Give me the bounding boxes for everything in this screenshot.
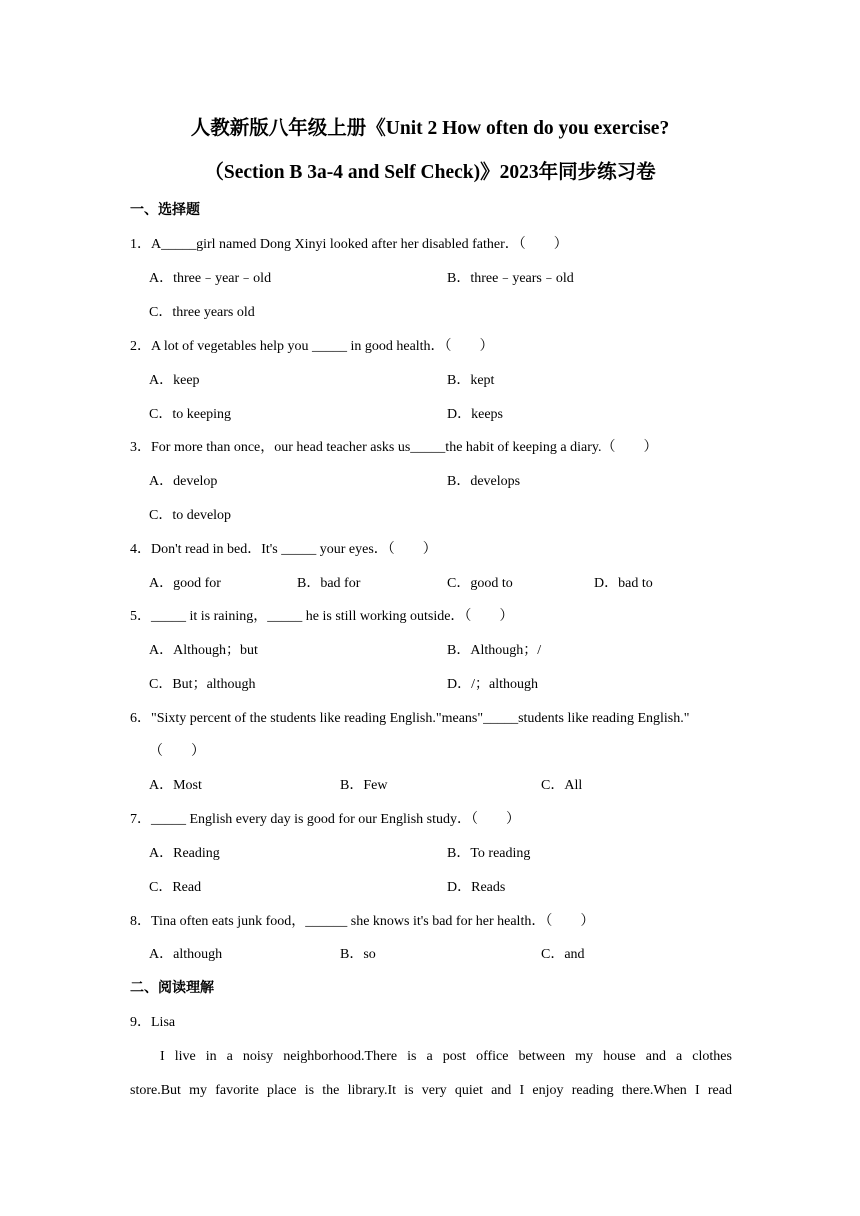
question-1-option-b: B．three﹣years﹣old bbox=[447, 271, 574, 286]
passage-word: favorite bbox=[215, 1083, 259, 1098]
passage-word: enjoy bbox=[532, 1083, 564, 1098]
passage-word: is bbox=[404, 1083, 414, 1098]
question-7-stem: 7．_____ English every day is good for our English study．（ ） bbox=[130, 812, 521, 827]
passage-word: read bbox=[707, 1083, 732, 1098]
question-3-option-b: B．develops bbox=[447, 474, 521, 489]
passage-word: a bbox=[676, 1049, 683, 1064]
question-1-option-c: C．three years old bbox=[149, 305, 255, 320]
passage-word: store.But bbox=[130, 1083, 181, 1098]
passage-word: house bbox=[603, 1049, 636, 1064]
passage-word: my bbox=[189, 1083, 208, 1098]
question-9-label: 9．Lisa bbox=[130, 1015, 176, 1030]
passage-word: noisy bbox=[242, 1049, 274, 1064]
document-title-line-2: （Section B 3a-4 and Self Check)》2023年同步练习卷 bbox=[204, 162, 656, 183]
passage-word: and bbox=[491, 1083, 512, 1098]
question-1-stem: 1．A_____girl named Dong Xinyi looked after her disabled father．（ ） bbox=[130, 237, 568, 252]
passage-word: between bbox=[518, 1049, 566, 1064]
question-6-option-b: B．Few bbox=[340, 778, 388, 793]
question-2-option-c: C．to keeping bbox=[149, 407, 232, 422]
passage-word: is bbox=[407, 1049, 417, 1064]
reading-passage-line-2 bbox=[130, 1082, 732, 1100]
passage-word: my bbox=[575, 1049, 594, 1064]
question-5-stem: 5．_____ it is raining，_____ he is still working outside．（ ） bbox=[130, 609, 514, 624]
question-7-option-b: B．To reading bbox=[447, 846, 531, 861]
question-3-option-a: A．develop bbox=[149, 474, 218, 489]
passage-word: I bbox=[519, 1083, 525, 1098]
question-6-option-a: A．Most bbox=[149, 778, 202, 793]
question-8-option-a: A．although bbox=[149, 947, 223, 962]
section-heading-choice: 一、选择题 bbox=[130, 203, 200, 218]
passage-word: office bbox=[476, 1049, 509, 1064]
question-6-stem: 6．"Sixty percent of the students like reading English."means"_____students like reading English." bbox=[130, 711, 690, 726]
question-2-option-d: D．keeps bbox=[447, 407, 503, 422]
question-5-option-c: C．But；although bbox=[149, 677, 256, 692]
question-3-option-c: C．to develop bbox=[149, 508, 232, 523]
passage-word: live bbox=[174, 1049, 196, 1064]
section-heading-reading: 二、阅读理解 bbox=[130, 981, 214, 996]
passage-word: clothes bbox=[692, 1049, 732, 1064]
question-4-stem: 4．Don't read in bed．It's _____ your eyes．（ ） bbox=[130, 542, 437, 557]
question-6-stem-cont: （ ） bbox=[149, 744, 205, 759]
question-4-option-d: D．bad to bbox=[594, 576, 653, 591]
passage-word: reading bbox=[571, 1083, 614, 1098]
question-5-option-d: D．/；although bbox=[447, 677, 538, 692]
question-8-option-b: B．so bbox=[340, 947, 376, 962]
passage-word: quiet bbox=[454, 1083, 483, 1098]
question-4-option-b: B．bad for bbox=[297, 576, 361, 591]
passage-word: a bbox=[226, 1049, 233, 1064]
reading-passage-line-1 bbox=[130, 1048, 732, 1066]
question-2-option-b: B．kept bbox=[447, 373, 495, 388]
question-1-option-a: A．three﹣year﹣old bbox=[149, 271, 272, 286]
passage-word: library.It bbox=[347, 1083, 397, 1098]
passage-word: very bbox=[421, 1083, 447, 1098]
question-7-option-c: C．Read bbox=[149, 880, 202, 895]
question-8-option-c: C．and bbox=[541, 947, 585, 962]
passage-word: post bbox=[442, 1049, 467, 1064]
passage-word: I bbox=[160, 1049, 165, 1064]
question-5-option-b: B．Although；/ bbox=[447, 643, 542, 658]
question-5-option-a: A．Although；but bbox=[149, 643, 258, 658]
question-8-stem: 8．Tina often eats junk food，______ she knows it's bad for her health．（ ） bbox=[130, 914, 595, 929]
passage-word: is bbox=[304, 1083, 315, 1098]
passage-word: neighborhood.There bbox=[283, 1049, 398, 1064]
question-4-option-c: C．good to bbox=[447, 576, 513, 591]
passage-word: place bbox=[266, 1083, 297, 1098]
passage-word: there.When bbox=[621, 1083, 687, 1098]
passage-word: in bbox=[205, 1049, 217, 1064]
passage-word: I bbox=[695, 1083, 700, 1098]
question-2-stem: 2．A lot of vegetables help you _____ in good health．（ ） bbox=[130, 339, 494, 354]
passage-word: a bbox=[426, 1049, 433, 1064]
passage-word: the bbox=[322, 1083, 340, 1098]
question-7-option-d: D．Reads bbox=[447, 880, 506, 895]
question-4-option-a: A．good for bbox=[149, 576, 221, 591]
document-title-line-1: 人教新版八年级上册《Unit 2 How often do you exercise? bbox=[190, 118, 670, 139]
question-6-option-c: C．All bbox=[541, 778, 583, 793]
question-7-option-a: A．Reading bbox=[149, 846, 220, 861]
passage-word: and bbox=[645, 1049, 666, 1064]
question-2-option-a: A．keep bbox=[149, 373, 200, 388]
question-3-stem: 3．For more than once，our head teacher asks us_____the habit of keeping a diary.（ ） bbox=[130, 440, 658, 455]
